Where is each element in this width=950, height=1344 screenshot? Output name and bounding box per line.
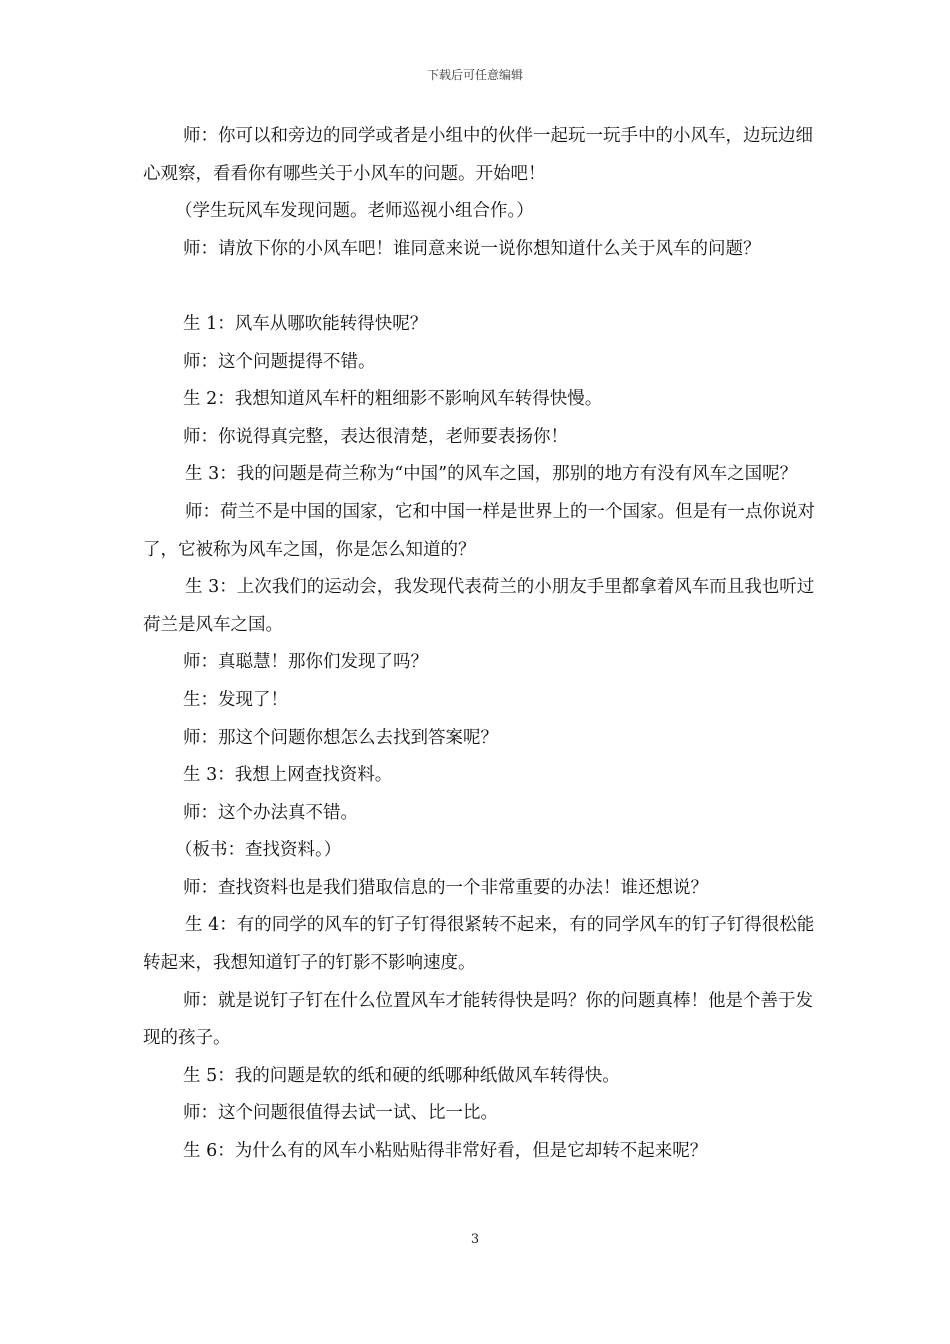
- paragraph: 师：这个问题很值得去试一试、比一比。: [183, 1103, 498, 1124]
- paragraph: 师：荷兰不是中国的国家，它和中国一样是世界上的一个国家。但是有一点你说对了，它被称为风车之国，你是怎么知道的？: [143, 501, 815, 560]
- paragraph: 师：就是说钉子钉在什么位置风车才能转得快是吗？你的问题真棒！他是个善于发现的孩子。: [143, 990, 813, 1049]
- paragraph: 师：那这个问题你想怎么去找到答案呢？: [183, 727, 498, 748]
- paragraph: （学生玩风车发现问题。老师巡视小组合作。）: [175, 201, 534, 222]
- page-number: 3: [470, 1232, 480, 1247]
- paragraph: 师：查找资料也是我们猎取信息的一个非常重要的办法！谁还想说？: [183, 877, 708, 898]
- blank-line: [143, 268, 818, 306]
- paragraph: 生 3：我的问题是荷兰称为“中国”的风车之国，那别的地方有没有风车之国呢？: [185, 464, 798, 485]
- paragraph: 师：请放下你的小风车吧！谁同意来说一说你想知道什么关于风车的问题？: [183, 238, 761, 259]
- paragraph: （板书：查找资料。）: [175, 840, 342, 861]
- paragraph: 师：这个办法真不错。: [183, 802, 358, 823]
- paragraph: 生 3：我想上网查找资料。: [183, 765, 393, 786]
- document-body: [143, 118, 818, 1171]
- paragraph: 生 4：有的同学的风车的钉子钉得很紧转不起来，有的同学风车的钉子钉得很松能转起来，我想知道钉子的钉影不影响速度。: [143, 915, 815, 974]
- paragraph: 生 1：风车从哪吹能转得快呢？: [183, 313, 428, 334]
- page-header: 下载后可任意编辑: [426, 68, 523, 82]
- paragraph: 生 5：我的问题是软的纸和硬的纸哪种纸做风车转得快。: [183, 1065, 620, 1086]
- paragraph: 生 2：我想知道风车杆的粗细影不影响风车转得快慢。: [183, 389, 603, 410]
- paragraph: 生 3：上次我们的运动会，我发现代表荷兰的小朋友手里都拿着风车而且我也听过荷兰是风车之国。: [143, 577, 815, 635]
- paragraph: 师：这个问题提得不错。: [183, 351, 376, 372]
- paragraph: 生：发现了！: [183, 689, 288, 710]
- paragraph: 师：真聪慧！那你们发现了吗？: [183, 652, 428, 673]
- paragraph: 师：你说得真完整，表达很清楚，老师要表扬你！: [183, 426, 568, 447]
- paragraph: 生 6：为什么有的风车小粘贴贴得非常好看，但是它却转不起来呢？: [183, 1141, 708, 1162]
- paragraph: 师：你可以和旁边的同学或者是小组中的伙伴一起玩一玩手中的小风车，边玩边细心观察，看看你有哪些关于小风车的问题。开始吧！: [143, 126, 813, 184]
